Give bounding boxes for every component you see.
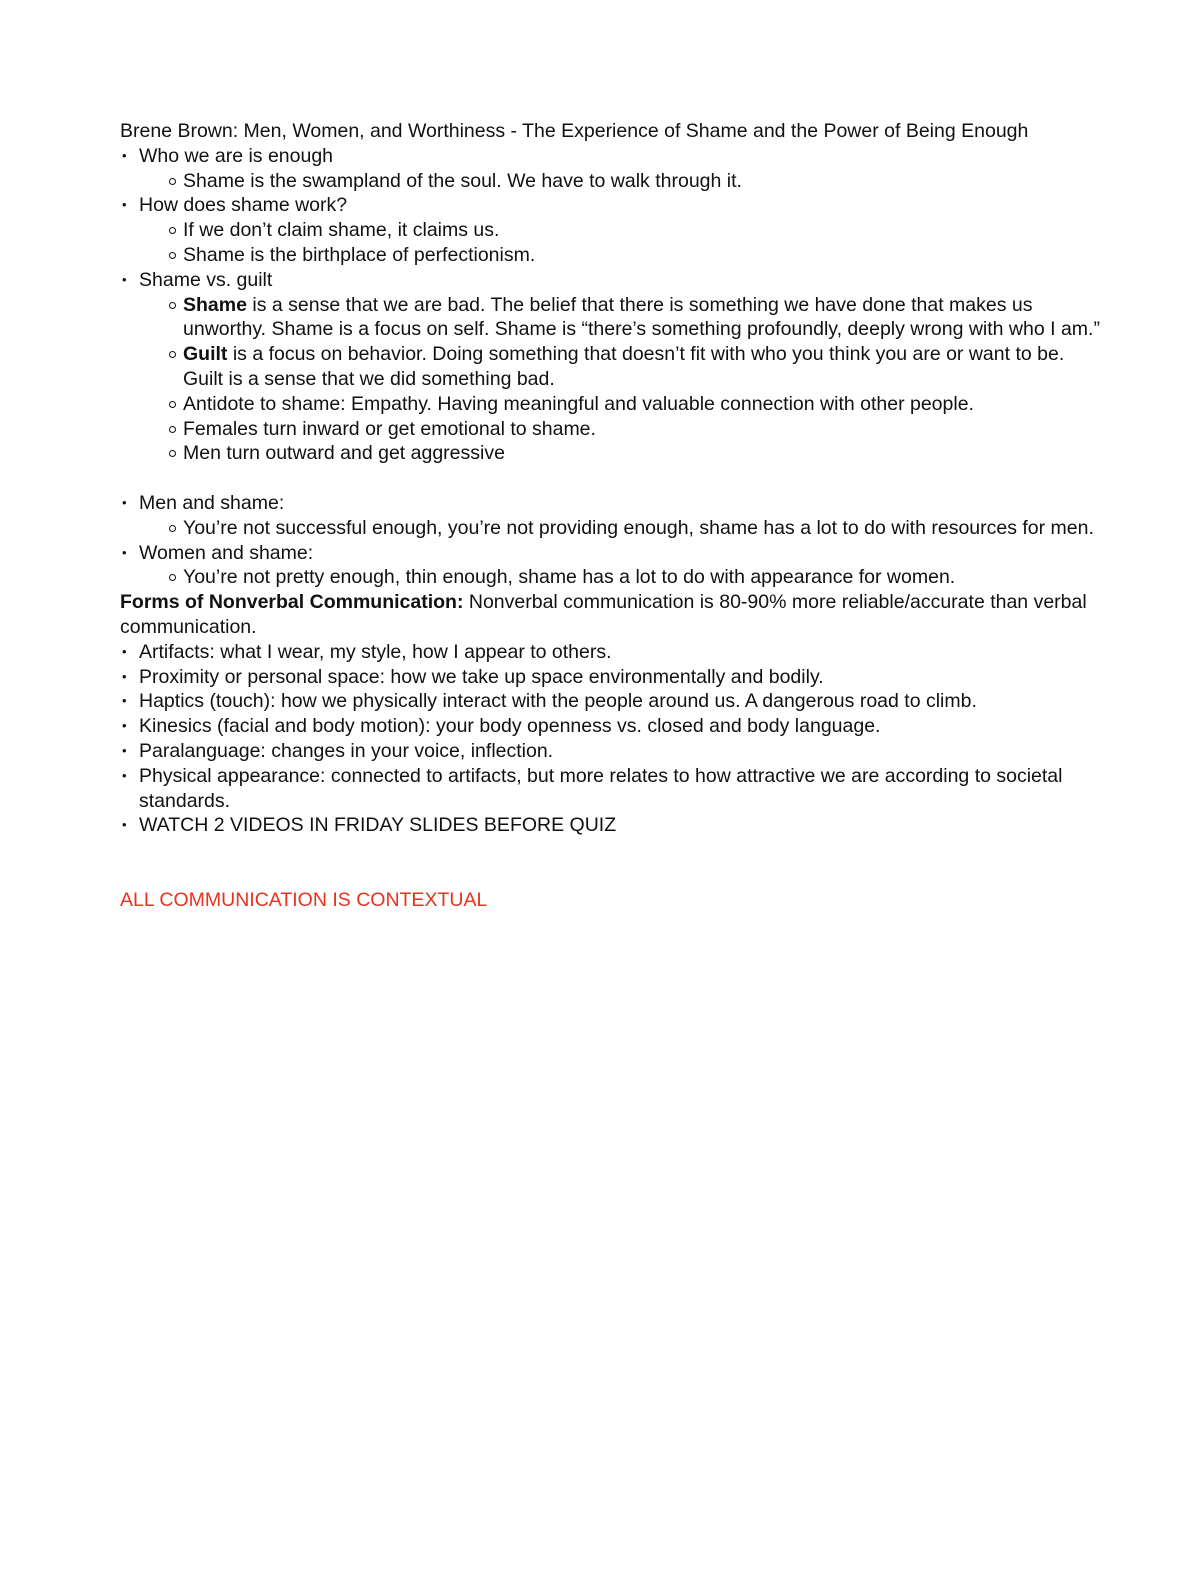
blank-lines <box>120 838 1100 888</box>
hollow-circle-icon <box>169 450 176 457</box>
outline-subitem <box>120 218 1100 243</box>
outline-subitem-text: You’re not pretty enough, thin enough, shame has a lot to do with appearance for women. <box>183 566 956 589</box>
nonverbal-item <box>120 764 1100 814</box>
outline-subitem <box>120 243 1100 268</box>
nonverbal-item-text: Artifacts: what I wear, my style, how I appear to others. <box>139 640 612 663</box>
bullet-dot-icon: • <box>122 643 127 659</box>
outline-subitem <box>120 441 1100 466</box>
outline-subitem-text: You’re not successful enough, you’re not providing enough, shame has a lot to do with resources for men. <box>183 516 1094 539</box>
nonverbal-item <box>120 689 1100 714</box>
hollow-circle-icon <box>169 252 176 259</box>
outline-item-text: Shame vs. guilt <box>139 268 273 291</box>
nonverbal-heading <box>120 590 1100 640</box>
hollow-circle-icon <box>169 351 176 358</box>
outline-subitem <box>120 392 1100 417</box>
outline-item <box>120 144 1100 169</box>
hollow-circle-icon <box>169 227 176 234</box>
outline-item <box>120 491 1100 516</box>
guilt-definition: is a focus on behavior. Doing something that doesn’t fit with who you think you are or want to be. Guilt is a sense that we did something bad. <box>183 343 1065 390</box>
outline-subitem <box>120 169 1100 194</box>
outline-subitem-text: Antidote to shame: Empathy. Having meaningful and valuable connection with other people. <box>183 392 974 415</box>
nonverbal-heading-bold: Forms of Nonverbal Communication: <box>120 591 464 614</box>
nonverbal-item <box>120 714 1100 739</box>
bullet-dot-icon: • <box>122 693 127 709</box>
outline-subitem-text: Shame is the swampland of the soul. We have to walk through it. <box>183 169 742 192</box>
hollow-circle-icon <box>169 178 176 185</box>
outline-item-text: Men and shame: <box>139 491 285 514</box>
bullet-dot-icon: • <box>122 742 127 758</box>
nonverbal-item <box>120 640 1100 665</box>
guilt-term: Guilt <box>183 343 228 366</box>
nonverbal-item-text: Proximity or personal space: how we take up space environmentally and bodily. <box>139 665 824 688</box>
bullet-dot-icon: • <box>122 494 127 510</box>
outline-item-text: Who we are is enough <box>139 144 334 167</box>
outline-subitem-text: Females turn inward or get emotional to shame. <box>183 417 596 440</box>
outline-subitem <box>120 417 1100 442</box>
outline-subitem <box>120 342 1100 392</box>
nonverbal-item-text: Physical appearance: connected to artifacts, but more relates to how attractive we are according to societal standards. <box>139 764 1063 812</box>
hollow-circle-icon <box>169 574 176 581</box>
outline-item <box>120 268 1100 293</box>
outline-subitem <box>120 516 1100 541</box>
nonverbal-item-text: Paralanguage: changes in your voice, inflection. <box>139 739 554 762</box>
contextual-note: ALL COMMUNICATION IS CONTEXTUAL <box>120 888 488 911</box>
blank-line <box>120 466 1100 491</box>
nonverbal-item <box>120 813 1100 838</box>
outline-item <box>120 541 1100 566</box>
bullet-dot-icon: • <box>122 147 127 163</box>
nonverbal-item-text: WATCH 2 VIDEOS IN FRIDAY SLIDES BEFORE QUIZ <box>139 814 617 837</box>
outline-subitem-text: If we don’t claim shame, it claims us. <box>183 219 500 242</box>
bullet-dot-icon: • <box>122 767 127 783</box>
nonverbal-item <box>120 739 1100 764</box>
outline-item-text: Women and shame: <box>139 541 314 564</box>
outline-item-text: How does shame work? <box>139 194 348 217</box>
nonverbal-item-text: Kinesics (facial and body motion): your body openness vs. closed and body language. <box>139 715 881 738</box>
outline-subitem <box>120 293 1100 343</box>
shame-definition: is a sense that we are bad. The belief that there is something we have done that makes us unworthy. Shame is a focus on self. Shame is “there’s something profoundly, deeply wrong with who I am.” <box>183 293 1100 341</box>
bullet-dot-icon: • <box>122 271 127 287</box>
bullet-dot-icon: • <box>122 668 127 684</box>
bullet-dot-icon: • <box>122 817 127 833</box>
outline-subitem-text: Shame is the birthplace of perfectionism. <box>183 243 536 266</box>
outline-subitem-text: Men turn outward and get aggressive <box>183 442 505 465</box>
bullet-dot-icon: • <box>122 544 127 560</box>
nonverbal-item-text: Haptics (touch): how we physically interact with the people around us. A dangerous road to climb. <box>139 690 977 713</box>
document-title: Brene Brown: Men, Women, and Worthiness - The Experience of Shame and the Power of Being Enough <box>120 120 1029 142</box>
bullet-dot-icon: • <box>122 718 127 734</box>
hollow-circle-icon <box>169 525 176 532</box>
hollow-circle-icon <box>169 401 176 408</box>
hollow-circle-icon <box>169 426 176 433</box>
outline-item <box>120 193 1100 218</box>
hollow-circle-icon <box>169 302 176 309</box>
bullet-dot-icon: • <box>122 197 127 213</box>
document-page <box>120 119 1100 913</box>
nonverbal-heading-text: Nonverbal communication is 80-90% more reliable/accurate than verbal communication. <box>120 591 1087 638</box>
outline-subitem <box>120 565 1100 590</box>
shame-term: Shame <box>183 293 247 316</box>
nonverbal-item <box>120 665 1100 690</box>
